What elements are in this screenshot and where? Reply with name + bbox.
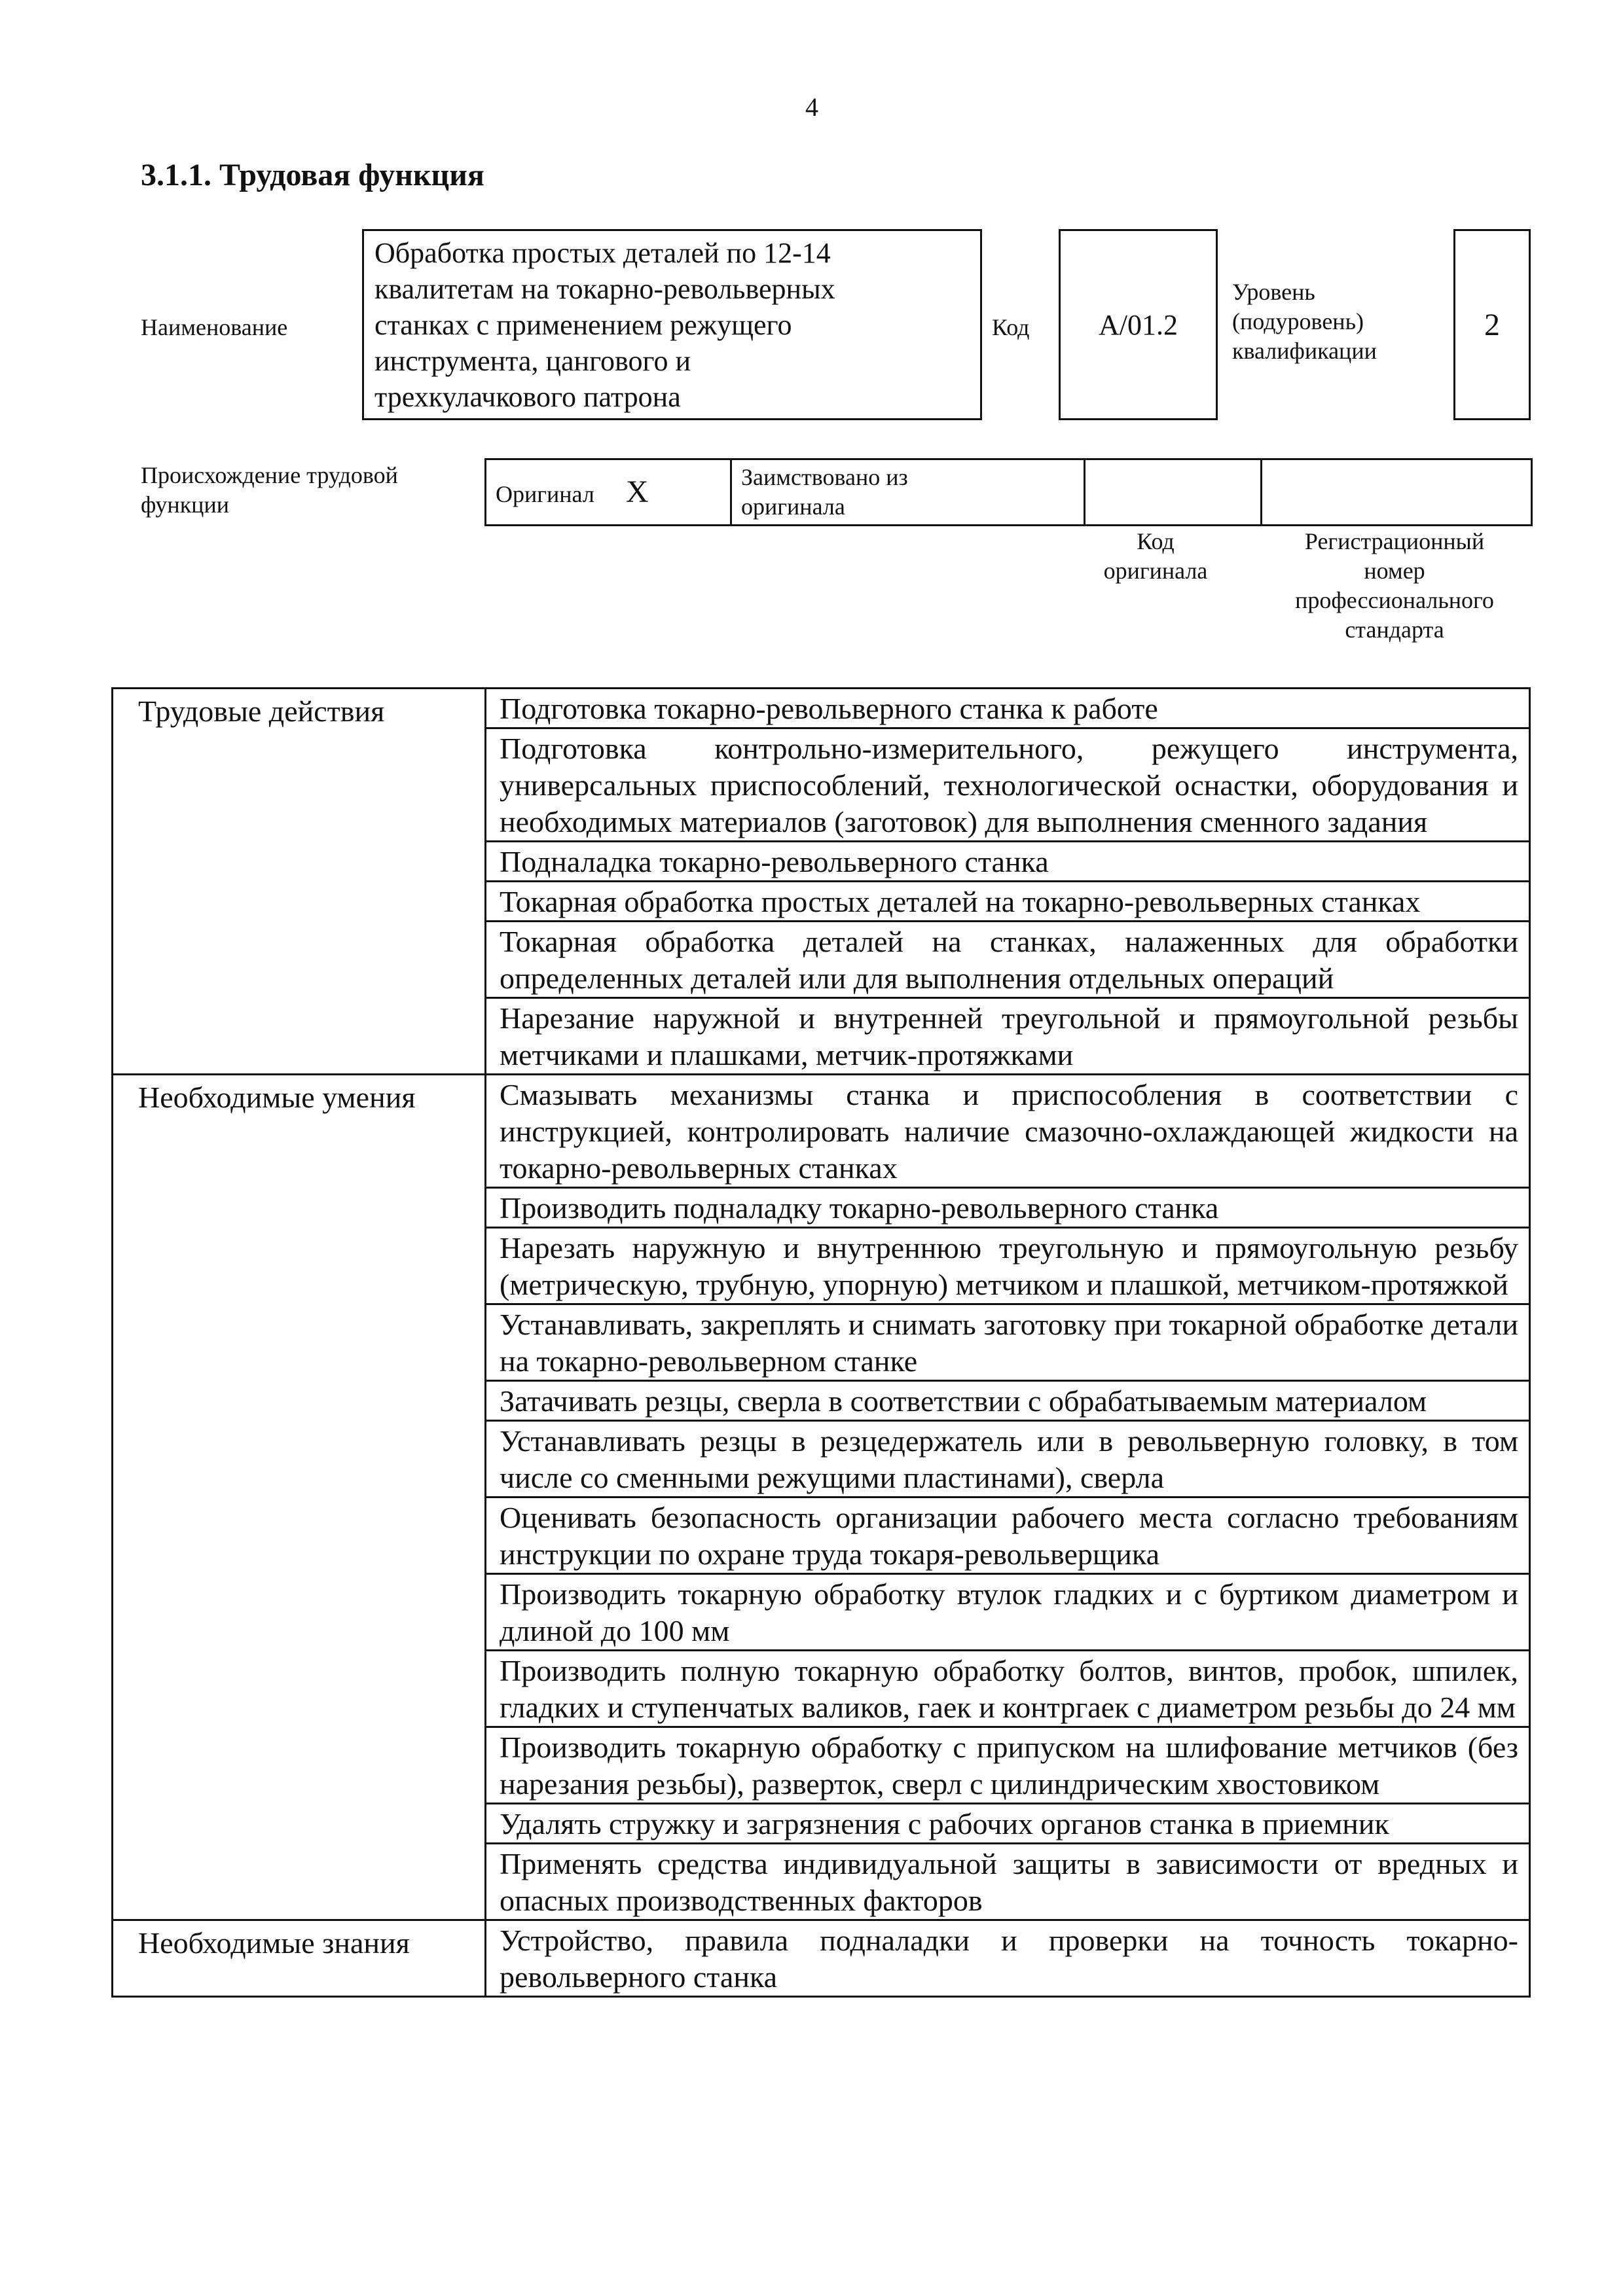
item-cell: Нарезать наружную и внутреннюю треугольную и прямоугольную резьбу (метрическую, трубную, упорную) метчиком и плашкой, метчиком-протяжкой xyxy=(486,1228,1530,1304)
section-heading: 3.1.1. Трудовая функция xyxy=(141,158,484,192)
item-cell: Затачивать резцы, сверла в соответствии с обрабатываемым материалом xyxy=(486,1381,1530,1421)
borrowed-label-line: оригинала xyxy=(741,493,845,520)
origin-code-cell xyxy=(1085,459,1262,526)
code-caption-line: оригинала xyxy=(1103,558,1208,584)
level-value: 2 xyxy=(1453,229,1531,420)
function-name-line: квалитетам на токарно-револьверных xyxy=(374,273,835,305)
borrowed-label-line: Заимствовано из xyxy=(741,464,908,490)
table-row xyxy=(113,1920,1530,1997)
origin-label-line: Происхождение трудовой xyxy=(141,462,398,488)
item-cell: Подготовка контрольно-измерительного, режущего инструмента, универсальных приспособлений, технологической оснастки, оборудования и необходимых материалов (заготовок) для выполнения сменного задания xyxy=(486,728,1530,842)
item-cell: Производить полную токарную обработку болтов, винтов, пробок, шпилек, гладких и ступенчатых валиков, гаек и контргаек с диаметром резьбы до 24 мм xyxy=(486,1651,1530,1727)
item-cell: Устройство, правила подналадки и проверки на точность токарно-револьверного станка xyxy=(486,1920,1530,1997)
function-details-table xyxy=(111,687,1531,1998)
level-label-line: (подуровень) xyxy=(1232,308,1364,334)
category-cell: Необходимые знания xyxy=(113,1920,486,1997)
item-cell: Токарная обработка простых деталей на токарно-револьверных станках xyxy=(486,882,1530,922)
item-cell: Смазывать механизмы станка и приспособления в соответствии с инструкцией, контролировать наличие смазочно-охлаждающей жидкости на токарно-револьверных станках xyxy=(486,1075,1530,1188)
item-cell: Производить подналадку токарно-револьверного станка xyxy=(486,1188,1530,1228)
item-cell: Производить токарную обработку с припуском на шлифование метчиков (без нарезания резьбы), разверток, сверл с цилиндрическим хвостовиком xyxy=(486,1727,1530,1804)
item-cell: Применять средства индивидуальной защиты в зависимости от вредных и опасных производственных факторов xyxy=(486,1844,1530,1920)
origin-table xyxy=(484,458,1533,526)
page-number: 4 xyxy=(805,92,818,122)
origin-label xyxy=(141,461,398,520)
function-name-line: Обработка простых деталей по 12-14 xyxy=(374,237,831,269)
item-cell: Устанавливать, закреплять и снимать заготовку при токарной обработке детали на токарно-револьверном станке xyxy=(486,1304,1530,1381)
item-cell: Производить токарную обработку втулок гладких и с буртиком диаметром и длиной до 100 мм xyxy=(486,1574,1530,1651)
origin-label-line: функции xyxy=(141,492,229,518)
reg-number-caption xyxy=(1257,527,1532,645)
item-cell: Нарезание наружной и внутренней треугольной и прямоугольной резьбы метчиками и плашками, метчик-протяжками xyxy=(486,998,1530,1075)
item-cell: Токарная обработка деталей на станках, налаженных для обработки определенных деталей или для выполнения отдельных операций xyxy=(486,922,1530,998)
origin-reg-number-cell xyxy=(1262,459,1532,526)
code-caption-line: Код xyxy=(1137,528,1175,554)
level-label xyxy=(1232,278,1377,366)
origin-borrowed-cell xyxy=(731,459,1085,526)
level-label-line: Уровень xyxy=(1232,279,1315,305)
code-label: Код xyxy=(992,314,1030,340)
function-name-line: трехкулачкового патрона xyxy=(374,381,681,413)
category-cell: Необходимые умения xyxy=(113,1075,486,1920)
reg-caption-line: Регистрационный xyxy=(1304,528,1485,554)
item-cell: Устанавливать резцы в резцедержатель или в револьверную головку, в том числе со сменными режущими пластинами), сверла xyxy=(486,1421,1530,1498)
original-label: Оригинал xyxy=(496,481,594,507)
reg-caption-line: профессионального xyxy=(1295,587,1494,613)
table-row xyxy=(113,1075,1530,1188)
item-cell: Подналадка токарно-револьверного станка xyxy=(486,842,1530,882)
function-name-box xyxy=(362,229,982,420)
item-cell: Оценивать безопасность организации рабочего места согласно требованиям инструкции по охране труда токаря-револьверщика xyxy=(486,1498,1530,1574)
level-label-line: квалификации xyxy=(1232,338,1377,364)
table-row xyxy=(113,689,1530,728)
category-cell: Трудовые действия xyxy=(113,689,486,1075)
reg-caption-line: стандарта xyxy=(1345,617,1444,643)
origin-original-cell xyxy=(486,459,731,526)
name-label: Наименование xyxy=(141,314,288,340)
item-cell: Удалять стружку и загрязнения с рабочих органов станка в приемник xyxy=(486,1804,1530,1844)
function-name-line: инструмента, цангового и xyxy=(374,345,691,377)
code-caption xyxy=(1074,527,1237,586)
function-name-line: станках с применением режущего xyxy=(374,309,792,341)
original-mark: X xyxy=(625,475,649,509)
item-cell: Подготовка токарно-револьверного станка к работе xyxy=(486,689,1530,728)
reg-caption-line: номер xyxy=(1364,558,1425,584)
code-value: А/01.2 xyxy=(1059,229,1218,420)
